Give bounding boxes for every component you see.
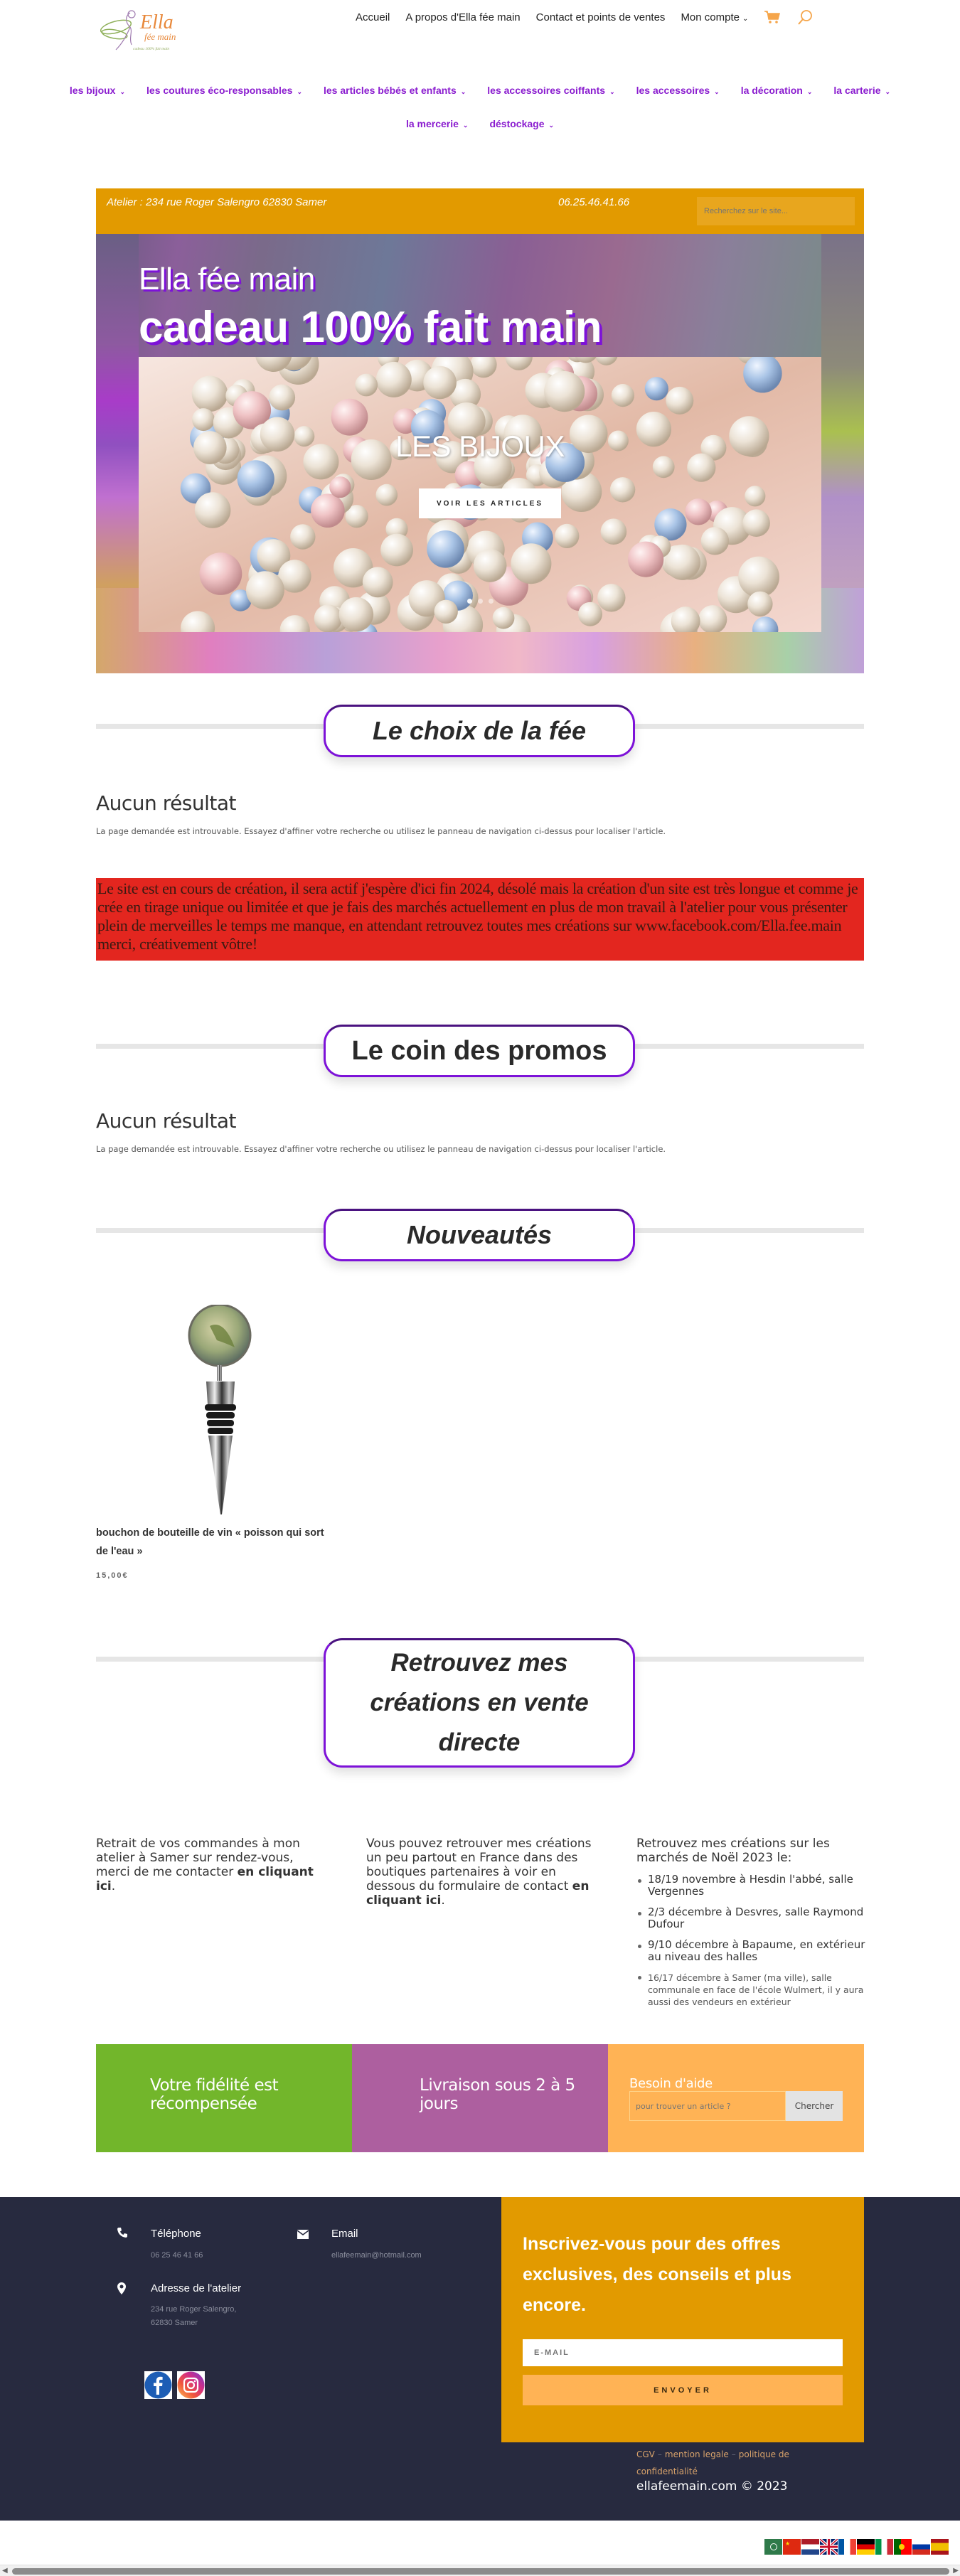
nav-a-propos[interactable]: A propos d'Ella fée main <box>405 11 521 23</box>
pearl <box>747 592 772 616</box>
pearl <box>329 476 351 498</box>
pearl <box>544 371 585 412</box>
flag-pt-icon[interactable] <box>894 2539 912 2555</box>
nav-mon-compte-label: Mon compte <box>681 11 740 23</box>
pearl <box>311 493 345 528</box>
category-accessoires-coiffants[interactable] <box>487 85 614 96</box>
phone-title: Téléphone <box>151 2228 201 2240</box>
email-value[interactable]: ellafeemain@hotmail.com <box>331 2251 422 2260</box>
facebook-icon[interactable] <box>144 2371 172 2399</box>
info-bar <box>96 188 864 234</box>
category-label: les articles bébés et enfants <box>323 85 457 96</box>
link-politique-confidentialite[interactable]: politique de confidentialité <box>636 2449 789 2476</box>
category-mercerie[interactable] <box>406 118 469 129</box>
pearl <box>376 362 412 397</box>
search-icon[interactable] <box>796 9 814 26</box>
category-accessoires[interactable] <box>636 85 720 96</box>
marche-item: 16/17 décembre à Samer (ma ville), salle communale en face de l'école Wulmert, il y aura aussi des vendeurs en extérieur <box>636 1972 868 2008</box>
pearl <box>493 607 515 629</box>
address-line-1: 234 rue Roger Salengro, <box>151 2305 237 2314</box>
product-price: 15,00€ <box>96 1571 129 1580</box>
section-title-promos: Le coin des promos <box>324 1025 635 1077</box>
contact-link[interactable]: en cliquant ici <box>96 1865 314 1893</box>
chevron-down-icon: ⌄ <box>609 88 615 95</box>
marches-list <box>636 1874 868 2008</box>
atelier-address: Atelier : 234 rue Roger Salengro 62830 Samer <box>107 196 327 208</box>
contact-link[interactable]: en cliquant ici <box>366 1879 590 1908</box>
pearl <box>355 374 378 397</box>
section-title-vente-directe: Retrouvez mes créations en vente directe <box>324 1638 635 1768</box>
legal-links <box>636 2446 821 2480</box>
pearl <box>701 527 729 555</box>
pearl <box>195 492 231 528</box>
horizontal-scrollbar[interactable] <box>0 2565 960 2576</box>
chevron-down-icon: ⌄ <box>548 122 555 129</box>
fairy-logo-icon <box>96 6 188 54</box>
pearl <box>427 530 464 568</box>
scroll-right-icon[interactable]: ▶ <box>953 2567 959 2575</box>
pearl <box>685 498 711 525</box>
pearl <box>745 486 765 506</box>
phone-icon <box>117 2227 128 2241</box>
category-label: la mercerie <box>405 118 459 129</box>
info-column-marches <box>636 1837 868 2016</box>
hero-subtitle: cadeau 100% fait main <box>139 303 602 352</box>
pearl <box>474 549 507 582</box>
pearl <box>612 384 634 407</box>
retrait-text: Retrait de vos commandes à mon atelier à Samer sur rendez-vous, merci de me contacter <box>96 1837 300 1879</box>
wine-stopper-image <box>181 1305 274 1518</box>
chevron-down-icon: ⌄ <box>460 88 466 95</box>
chevron-down-icon: ⌄ <box>462 122 469 129</box>
pearl <box>742 509 770 537</box>
instagram-icon[interactable] <box>177 2371 205 2399</box>
scrollbar-thumb[interactable] <box>12 2568 949 2575</box>
flag-fr-icon[interactable] <box>838 2539 856 2555</box>
flag-zh-icon[interactable]: ★ <box>783 2539 801 2555</box>
separator: – <box>731 2449 736 2459</box>
svg-text:Ella: Ella <box>140 11 174 33</box>
pearl <box>380 534 413 567</box>
band-livraison <box>352 2044 608 2152</box>
pearl <box>628 542 663 577</box>
pearl <box>363 567 393 597</box>
pearl <box>423 366 457 400</box>
chevron-down-icon: ⌄ <box>119 88 126 95</box>
link-mention-legale[interactable]: mention legale <box>664 2449 729 2459</box>
phone-value[interactable]: 06 25 46 41 66 <box>151 2251 203 2260</box>
pearl <box>610 477 635 502</box>
marche-item: 9/10 décembre à Bapaume, en extérieur au niveau des halles <box>636 1939 868 1963</box>
address-title: Adresse de l'atelier <box>151 2282 242 2294</box>
slider-dots <box>139 599 821 604</box>
construction-notice: Le site est en cours de création, il sera actif j'espère d'ici fin 2024, désolé mais la création d'un site est très longue et comme je crée en tirage unique ou limitée et que je fais des marchés actuellement en plus de mon travail à l'atelier pour vous présenter plein de merveilles le temps me manque, en attendant retrouvez toutes mes créations sur www.facebook.com/Ella.fee.main merci, créativement vôtre! <box>96 878 864 961</box>
cart-icon[interactable] <box>764 10 781 24</box>
category-nav-row-2 <box>0 118 960 129</box>
scroll-left-icon[interactable]: ◀ <box>2 2567 8 2575</box>
section-title-nouveautes: Nouveautés <box>324 1209 635 1261</box>
help-title: Besoin d'aide <box>629 2076 713 2091</box>
product-title[interactable]: bouchon de bouteille de vin « poisson qui sort de l'eau » <box>96 1527 324 1557</box>
category-label: les coutures éco-responsables <box>146 85 293 96</box>
separator: – <box>657 2449 662 2459</box>
chevron-down-icon: ⌄ <box>714 88 720 95</box>
newsletter-email-input[interactable] <box>523 2339 843 2366</box>
marche-item: 18/19 novembre à Hesdin l'abbé, salle Vergennes <box>636 1874 868 1898</box>
slide-title: LES BIJOUX <box>395 429 565 463</box>
no-result-title: Aucun résultat <box>96 1109 237 1133</box>
category-label: les accessoires coiffants <box>487 85 606 96</box>
svg-text:fée main: fée main <box>144 31 176 42</box>
band-aide <box>608 2044 864 2152</box>
newsletter-submit-button[interactable]: ENVOYER <box>523 2375 843 2405</box>
info-column-boutiques <box>366 1837 601 1908</box>
section-title-choix: Le choix de la fée <box>324 705 635 757</box>
flag-nl-icon[interactable] <box>801 2539 819 2555</box>
no-result-text: La page demandée est introuvable. Essayez d'affiner votre recherche ou utilisez le panneau de navigation ci-dessus pour localiser l'article. <box>96 1144 666 1154</box>
fidelite-text: Votre fidélité est récompensée <box>150 2076 279 2113</box>
pearl <box>601 518 627 545</box>
category-label: déstockage <box>489 118 545 129</box>
category-label: la décoration <box>740 85 803 96</box>
copyright: ellafeemain.com © 2023 <box>636 2479 788 2494</box>
product-image[interactable] <box>181 1305 274 1518</box>
hero-title: Ella fée main <box>139 262 315 296</box>
pearl <box>738 557 779 598</box>
email-icon <box>297 2228 309 2242</box>
category-bebes-enfants[interactable] <box>324 85 466 96</box>
flag-it-icon[interactable] <box>875 2539 893 2555</box>
category-carterie[interactable] <box>833 85 890 96</box>
flag-en-icon[interactable] <box>820 2539 838 2555</box>
chevron-down-icon: ⌄ <box>806 88 813 95</box>
category-nav-row-1 <box>0 85 960 96</box>
category-destockage[interactable] <box>489 118 554 129</box>
category-label: les bijoux <box>69 85 116 96</box>
email-title: Email <box>331 2228 358 2240</box>
flag-ar-icon[interactable] <box>764 2539 782 2555</box>
pearl <box>238 460 274 497</box>
address-line-2: 62830 Samer <box>151 2319 198 2327</box>
voir-articles-button[interactable]: VOIR LES ARTICLES <box>419 488 561 518</box>
pearl <box>290 524 315 549</box>
pearl <box>192 408 215 431</box>
flag-de-icon[interactable] <box>857 2539 875 2555</box>
nav-mon-compte[interactable] <box>681 11 748 23</box>
pearl <box>666 387 693 415</box>
category-label: les accessoires <box>636 85 710 96</box>
nav-accueil[interactable]: Accueil <box>356 11 390 23</box>
pearl <box>192 376 228 412</box>
chevron-down-icon: ⌄ <box>742 14 749 23</box>
marches-title: Retrouvez mes créations sur les marchés de Noël 2023 le: <box>636 1837 830 1865</box>
pearl <box>597 584 625 611</box>
pearl <box>200 552 242 595</box>
band-fidelite <box>96 2044 352 2152</box>
category-decoration[interactable] <box>741 85 813 96</box>
no-result-text: La page demandée est introuvable. Essayez d'affiner votre recherche ou utilisez le panneau de navigation ci-dessus pour localiser l'article. <box>96 826 666 836</box>
slider-dot[interactable] <box>478 599 483 604</box>
newsletter-box <box>501 2197 864 2442</box>
category-coutures[interactable] <box>146 85 302 96</box>
location-pin-icon <box>117 2282 126 2297</box>
language-switcher <box>764 2539 949 2555</box>
help-search-button[interactable]: Chercher <box>786 2091 843 2121</box>
link-cgv[interactable]: CGV <box>636 2449 655 2459</box>
punctuation: . <box>441 1893 445 1908</box>
pearl <box>555 524 579 548</box>
pearl <box>645 377 668 400</box>
pearl <box>511 543 551 584</box>
boutiques-text: Vous pouvez retrouver mes créations un peu partout en France dans des boutiques partenaires à voir en dessous du formulaire de contact <box>366 1837 592 1893</box>
site-search-input[interactable] <box>697 197 855 225</box>
help-search-input[interactable] <box>629 2091 786 2121</box>
category-les-bijoux[interactable] <box>70 85 125 96</box>
slider-dot[interactable] <box>489 599 494 604</box>
pearl <box>314 604 342 632</box>
flag-ru-icon[interactable] <box>912 2539 930 2555</box>
site-logo[interactable] <box>96 6 188 54</box>
pearl <box>269 385 295 411</box>
hero-slider[interactable] <box>139 357 821 632</box>
pearl <box>376 484 398 506</box>
atelier-phone[interactable]: 06.25.46.41.66 <box>558 196 630 208</box>
punctuation: . <box>111 1879 116 1893</box>
chevron-down-icon: ⌄ <box>885 88 891 95</box>
no-result-title: Aucun résultat <box>96 791 237 815</box>
pearl <box>578 602 602 626</box>
info-column-retrait <box>96 1837 331 1893</box>
livraison-text: Livraison sous 2 à 5 jours <box>420 2076 575 2113</box>
category-label: la carterie <box>833 85 881 96</box>
newsletter-title: Inscrivez-vous pour des offres exclusives, des conseils et plus encore. <box>523 2234 791 2315</box>
flag-es-icon[interactable] <box>931 2539 949 2555</box>
chevron-down-icon: ⌄ <box>297 88 302 95</box>
marche-item: 2/3 décembre à Desvres, salle Raymond Dufour <box>636 1906 868 1930</box>
slider-dot[interactable] <box>467 599 472 604</box>
svg-text:cadeau 100% fait main: cadeau 100% fait main <box>133 47 170 51</box>
top-navigation <box>356 9 814 26</box>
nav-contact[interactable]: Contact et points de ventes <box>535 11 666 23</box>
